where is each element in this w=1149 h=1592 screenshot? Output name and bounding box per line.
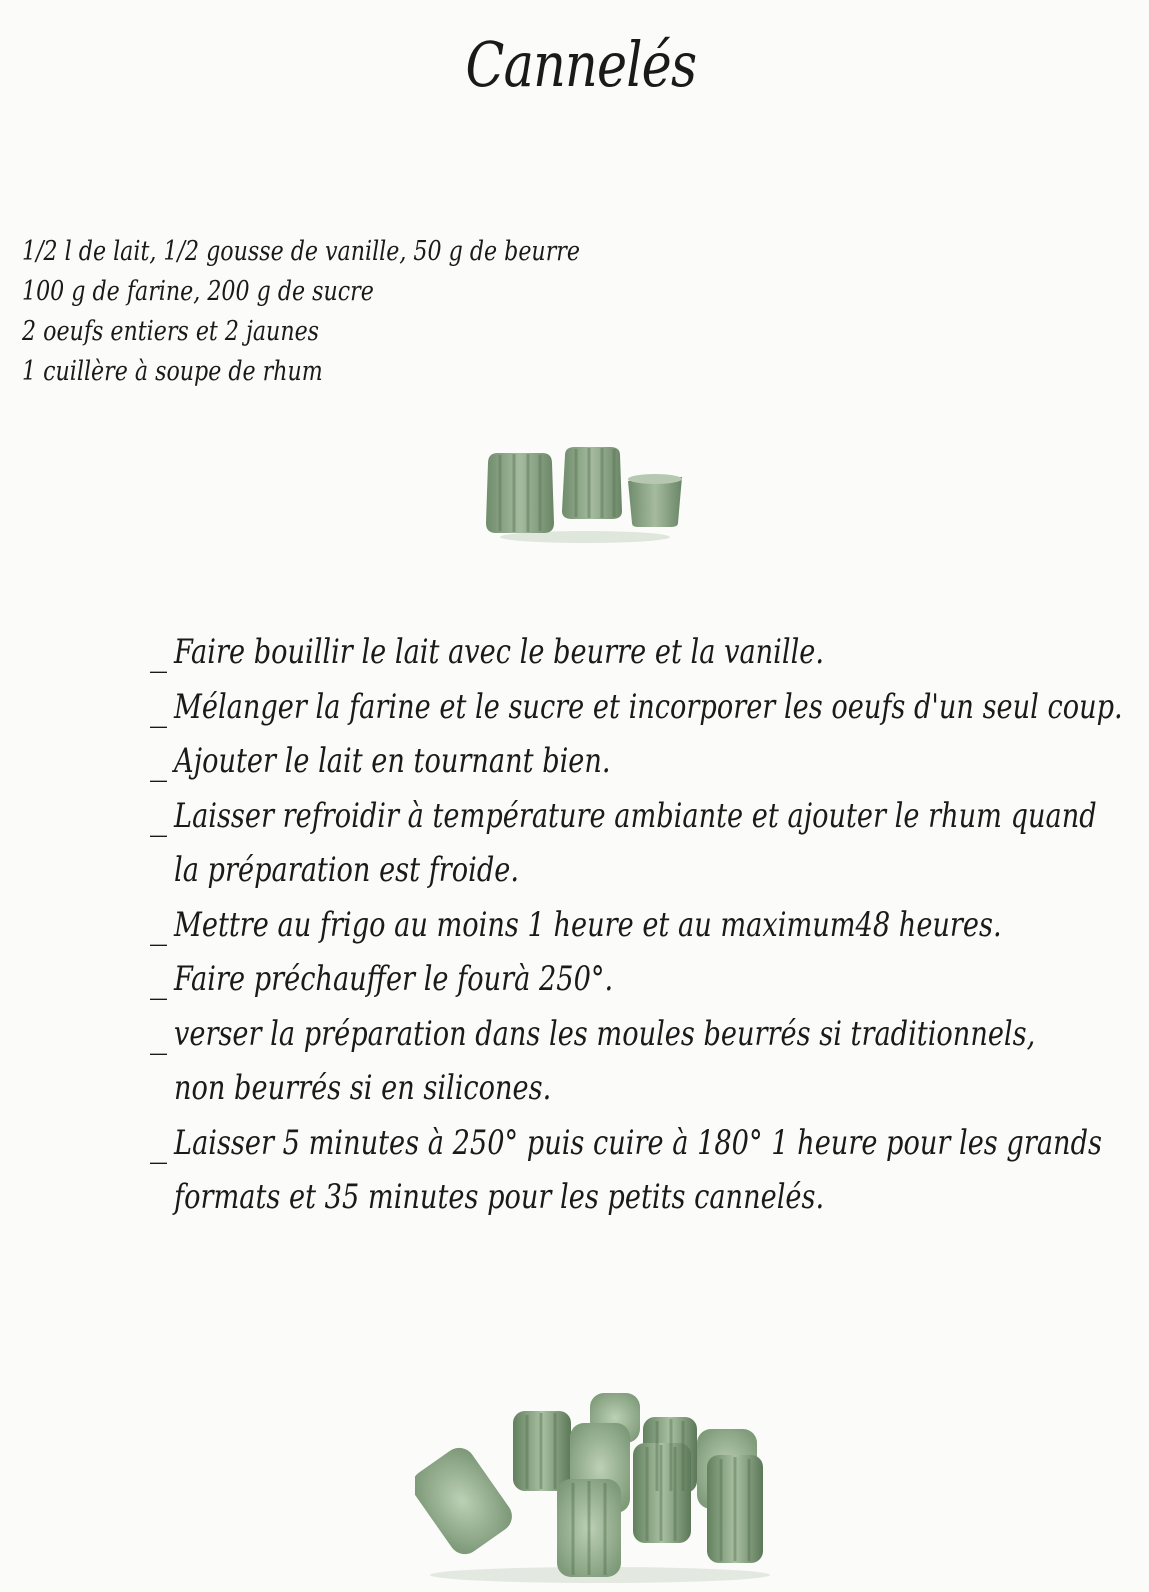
instruction-step: [150, 734, 1130, 789]
step-marker: _: [150, 743, 167, 783]
instruction-step: [150, 1116, 1130, 1225]
step-text: Laisser refroidir à température ambiante et ajouter le rhum quand la préparation est froide.: [174, 795, 1097, 890]
instruction-step: [150, 952, 1130, 1007]
instruction-list: [150, 625, 1130, 1225]
step-marker: _: [150, 1124, 167, 1165]
step-text: Ajouter le lait en tournant bien.: [174, 741, 611, 781]
step-text: verser la préparation dans les moules beurrés si traditionnels, non beurrés si en silicones.: [174, 1013, 1036, 1108]
ingredient-line: 1/2 l de lait, 1/2 gousse de vanille, 50 g de beurre: [22, 236, 580, 267]
step-marker: _: [150, 688, 167, 729]
step-marker: _: [150, 797, 167, 838]
ingredient-line: 2 oeufs entiers et 2 jaunes: [22, 316, 320, 347]
recipe-title: Cannelés: [465, 28, 697, 101]
step-marker: _: [150, 961, 167, 1001]
step-text: Faire bouillir le lait avec le beurre et la vanille.: [174, 632, 825, 672]
ingredient-line: 1 cuillère à soupe de rhum: [22, 356, 323, 387]
step-text: Mettre au frigo au moins 1 heure et au maximum48 heures.: [174, 904, 1002, 945]
step-text: Mélanger la farine et le sucre et incorporer les oeufs d'un seul coup.: [174, 686, 1123, 727]
instruction-step: [150, 680, 1130, 735]
canneles-small-photo: [470, 445, 700, 545]
instruction-step: [150, 789, 1130, 898]
instruction-step: [150, 1007, 1130, 1116]
step-marker: _: [150, 1015, 167, 1056]
step-marker: _: [150, 634, 167, 674]
ingredient-line: 100 g de farine, 200 g de sucre: [22, 276, 374, 307]
instruction-step: [150, 625, 1130, 680]
instruction-step: [150, 898, 1130, 953]
step-text: Faire préchauffer le fourà 250°.: [174, 959, 614, 999]
canneles-pile-photo: [415, 1385, 785, 1585]
ingredient-list: [22, 232, 722, 392]
step-text: Laisser 5 minutes à 250° puis cuire à 180° 1 heure pour les grands formats et 35 minutes pour les petits cannelés.: [174, 1122, 1102, 1217]
step-marker: _: [150, 906, 167, 947]
